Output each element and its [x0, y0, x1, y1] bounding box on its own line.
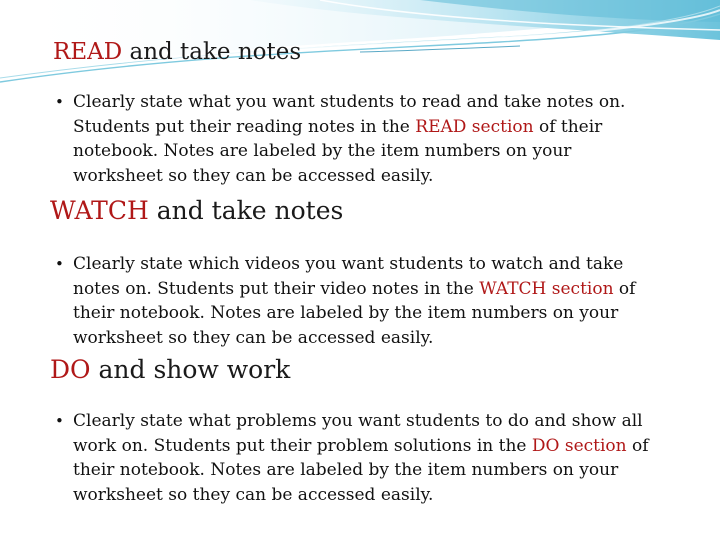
bullet-list-do — [52, 409, 652, 507]
bullet-marker: • — [55, 93, 64, 111]
bullet-list-read — [52, 90, 642, 188]
bullet-marker: • — [55, 255, 64, 273]
bullet-marker: • — [55, 412, 64, 430]
bullet-text: Clearly state what problems you want students to do and show all work on. Students put their problem solutions in the — [73, 411, 643, 456]
section-heading-read — [53, 39, 301, 65]
heading-keyword: READ — [53, 39, 123, 65]
heading-keyword: WATCH — [50, 196, 149, 225]
heading-keyword: DO — [50, 355, 91, 384]
section-heading-do — [50, 355, 290, 384]
bullet-text: Clearly state what you want students to read and take notes on. Students put their reading notes in the — [73, 92, 626, 137]
heading-rest: and show work — [90, 355, 291, 384]
bullet-highlight: READ section — [415, 116, 534, 137]
heading-rest: and take notes — [122, 39, 302, 65]
bullet-text-end: of their notebook. Notes are labeled by the item numbers on your worksheet so they can be accessed easily. — [73, 435, 649, 505]
bullet-item — [52, 409, 652, 507]
bullet-text-end: of their notebook. Notes are labeled by the item numbers on your worksheet so they can be accessed easily. — [73, 116, 603, 186]
bullet-item — [52, 252, 642, 350]
bullet-highlight: WATCH section — [479, 278, 614, 299]
bullet-text: Clearly state which videos you want students to watch and take notes on. Students put their video notes in the — [73, 254, 624, 299]
bullet-highlight: DO section — [531, 435, 627, 456]
section-heading-watch — [50, 196, 343, 225]
bullet-item — [52, 90, 642, 188]
bullet-list-watch — [52, 252, 642, 350]
heading-rest: and take notes — [148, 196, 344, 225]
bullet-text-end: of their notebook. Notes are labeled by the item numbers on your worksheet so they can be accessed easily. — [73, 278, 636, 348]
